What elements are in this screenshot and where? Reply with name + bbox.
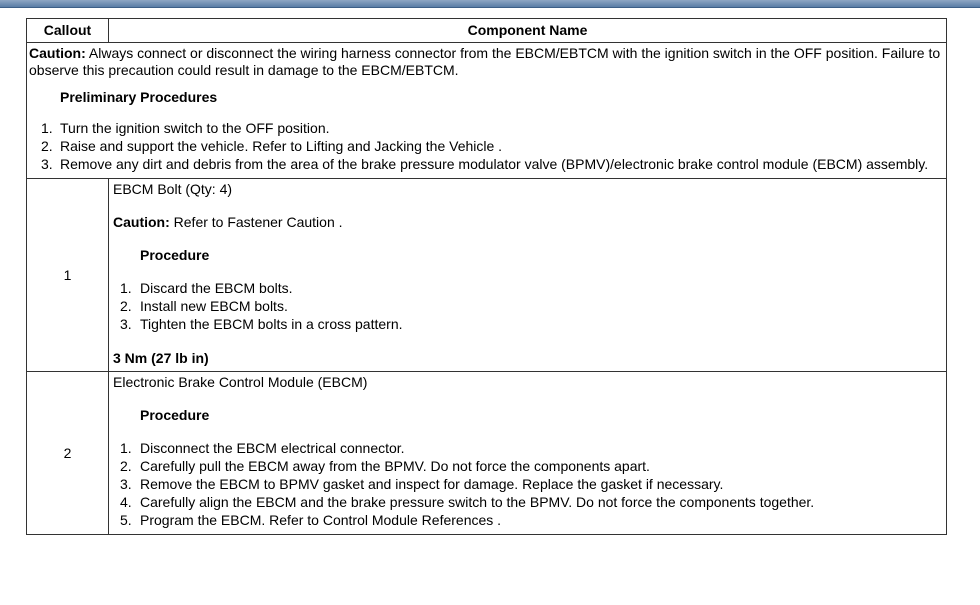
list-item: 4. Carefully align the EBCM and the brake pressure switch to the BPMV. Do not force the components together. [120,494,815,510]
procedure-heading: Procedure [140,407,210,423]
component-cell [109,179,947,372]
procedure-heading: Procedure [140,247,210,263]
preliminary-steps [29,120,943,173]
list-item: 5. Program the EBCM. Refer to Control Module References . [120,512,502,528]
window-top-bar [0,0,980,8]
component-name-header: Component Name [109,19,947,43]
list-item: 3. Tighten the EBCM bolts in a cross pattern. [120,316,403,332]
torque-spec: 3 Nm (27 lb in) [113,350,209,366]
table-row [27,179,947,372]
intro-cell [27,43,947,179]
callout-number: 1 [27,179,109,372]
procedure-steps [113,280,942,333]
preliminary-heading: Preliminary Procedures [60,89,218,105]
callout-header: Callout [27,19,109,43]
list-item: 2. Raise and support the vehicle. Refer to Lifting and Jacking the Vehicle . [41,138,503,154]
procedure-steps [113,440,942,529]
intro-caution [29,45,943,79]
intro-row [27,43,947,179]
list-item: 3. Remove the EBCM to BPMV gasket and inspect for damage. Replace the gasket if necessary. [120,476,724,492]
list-item: 1. Discard the EBCM bolts. [120,280,293,296]
list-item: 2. Carefully pull the EBCM away from the BPMV. Do not force the components apart. [120,458,650,474]
caution-text: Always connect or disconnect the wiring harness connector from the EBCM/EBTCM with the ignition switch in the OFF position. Failure to observe this precaution could result in damage to the EBCM/EBTCM. [29,45,941,78]
component-title: EBCM Bolt (Qty: 4) [113,181,233,197]
list-item: 1. Disconnect the EBCM electrical connector. [120,440,405,456]
list-item: 2. Install new EBCM bolts. [120,298,288,314]
component-title: Electronic Brake Control Module (EBCM) [113,374,368,390]
table-header-row [27,19,947,43]
procedure-table [26,18,947,535]
caution-label: Caution: [29,45,86,61]
table-row [27,372,947,535]
list-item: 1. Turn the ignition switch to the OFF position. [41,120,330,136]
component-cell [109,372,947,535]
list-item: 3. Remove any dirt and debris from the area of the brake pressure modulator valve (BPMV)/electronic brake control module (EBCM) assembly. [41,156,929,172]
component-caution: Caution: Refer to Fastener Caution . [113,214,343,230]
callout-number: 2 [27,372,109,535]
